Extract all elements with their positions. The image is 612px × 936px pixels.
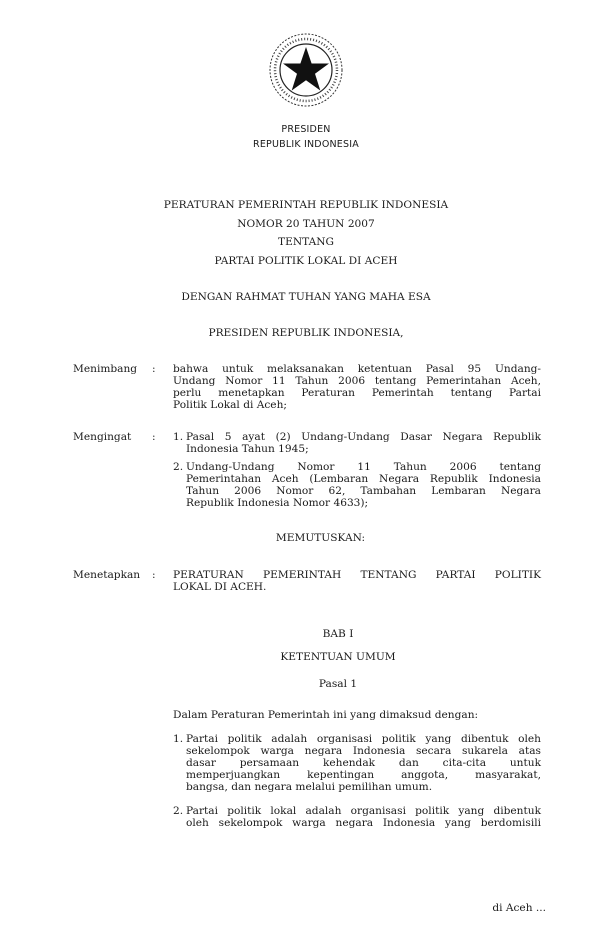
text-line: LOKAL DI ACEH. [173,581,267,593]
header-presiden: PRESIDEN [281,124,331,135]
text-line: PERATURAN PEMERINTAH TENTANG PARTAI POLITIK [173,569,541,581]
regulation-title: PERATURAN PEMERINTAH REPUBLIK INDONESIA [163,199,449,211]
text-line: dasar persamaan kehendak dan cita-cita untuk [186,757,541,769]
menetapkan-label: Menetapkan [73,569,141,581]
text-line: Undang Nomor 11 Tahun 2006 tentang Pemerintahan Aceh, [173,375,541,387]
text-line: perlu menetapkan Peraturan Pemerintah tentang Partai [173,387,541,399]
mengingat-item-2 [186,461,541,509]
text-line: oleh sekelompok warga negara Indonesia yang berdomisili [186,817,541,829]
text-line: sekelompok warga negara Indonesia secara sukarela atas [186,745,541,757]
definition-item-1 [186,733,541,793]
menimbang-text [173,363,541,411]
list-number: 2. [173,805,184,817]
definition-item-2 [186,805,541,829]
menimbang-colon: : [152,363,156,375]
mengingat-label: Mengingat [73,431,132,443]
list-number: 2. [173,461,184,473]
menetapkan-colon: : [152,569,156,581]
regulation-number: NOMOR 20 TAHUN 2007 [237,218,375,230]
regulation-about: TENTANG [278,236,334,248]
article-intro: Dalam Peraturan Pemerintah ini yang dimaksud dengan: [173,709,479,721]
header-republik-indonesia: REPUBLIK INDONESIA [253,139,359,150]
menetapkan-text [173,569,541,593]
memutuskan-heading: MEMUTUSKAN: [275,532,366,544]
text-line: bangsa, dan negara melalui pemilihan umum. [186,781,433,793]
list-number: 1. [173,733,184,745]
chapter-title: KETENTUAN UMUM [280,651,396,663]
text-line: Partai politik adalah organisasi politik yang dibentuk oleh [186,733,541,745]
text-line: Indonesia Tahun 1945; [186,443,309,455]
text-line: Republik Indonesia Nomor 4633); [186,497,369,509]
text-line: Partai politik lokal adalah organisasi politik yang dibentuk [186,805,541,817]
page-continuation: di Aceh ... [492,902,546,914]
article-heading: Pasal 1 [318,678,358,690]
text-line: memperjuangkan kepentingan anggota, masyarakat, [186,769,541,781]
text-line: Pemerintahan Aceh (Lembaran Negara Republik Indonesia [186,473,541,485]
president-heading: PRESIDEN REPUBLIK INDONESIA, [208,327,404,339]
text-line: Pasal 5 ayat (2) Undang-Undang Dasar Negara Republik [186,431,541,443]
text-line: Undang-Undang Nomor 11 Tahun 2006 tentang [186,461,541,473]
text-line: Tahun 2006 Nomor 62, Tambahan Lembaran Negara [186,485,541,497]
mengingat-colon: : [152,431,156,443]
chapter-number: BAB I [322,628,354,640]
blessing: DENGAN RAHMAT TUHAN YANG MAHA ESA [181,291,431,303]
regulation-subject: PARTAI POLITIK LOKAL DI ACEH [214,255,398,267]
list-number: 1. [173,431,184,443]
text-line: Politik Lokal di Aceh; [173,399,287,411]
menimbang-label: Menimbang [73,363,138,375]
mengingat-item-1 [186,431,541,455]
text-line: bahwa untuk melaksanakan ketentuan Pasal 95 Undang- [173,363,541,375]
garuda-emblem-icon [268,32,344,108]
